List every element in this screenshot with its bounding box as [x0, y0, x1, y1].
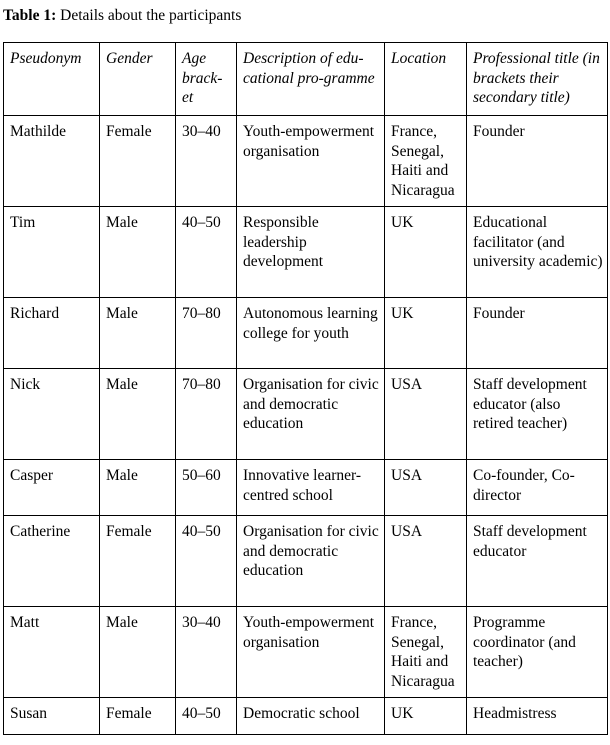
cell-location: USA — [385, 516, 467, 607]
cell-age-bracket: 30–40 — [176, 116, 237, 207]
table-header-row — [4, 43, 608, 116]
table-row — [4, 116, 608, 207]
table-row — [4, 698, 608, 735]
table-caption-text: Details about the participants — [56, 7, 242, 24]
header-location: Location — [385, 43, 467, 116]
cell-pseudonym: Susan — [4, 698, 100, 735]
header-professional-title: Professional title (in brackets their secondary title) — [467, 43, 608, 116]
table-row — [4, 516, 608, 607]
cell-professional-title: Staff development educator — [467, 516, 608, 607]
cell-gender: Female — [100, 116, 176, 207]
cell-pseudonym: Catherine — [4, 516, 100, 607]
cell-pseudonym: Richard — [4, 298, 100, 369]
cell-location: France, Senegal, Haiti and Nicaragua — [385, 116, 467, 207]
cell-location: USA — [385, 369, 467, 460]
cell-gender: Female — [100, 698, 176, 735]
cell-description: Youth-empowerment organisation — [237, 607, 385, 698]
table-row — [4, 460, 608, 516]
cell-gender: Male — [100, 369, 176, 460]
cell-gender: Female — [100, 516, 176, 607]
cell-description: Democratic school — [237, 698, 385, 735]
table-row — [4, 369, 608, 460]
cell-professional-title: Educational facilitator (and university academic) — [467, 207, 608, 298]
cell-description: Innovative learner-centred school — [237, 460, 385, 516]
cell-description: Youth-empowerment organisation — [237, 116, 385, 207]
cell-pseudonym: Mathilde — [4, 116, 100, 207]
cell-professional-title: Staff development educator (also retired teacher) — [467, 369, 608, 460]
header-pseudonym: Pseudonym — [4, 43, 100, 116]
cell-gender: Male — [100, 207, 176, 298]
table-row — [4, 607, 608, 698]
table-caption — [3, 6, 241, 26]
cell-professional-title: Programme coordinator (and teacher) — [467, 607, 608, 698]
table-row — [4, 207, 608, 298]
cell-professional-title: Founder — [467, 298, 608, 369]
cell-age-bracket: 40–50 — [176, 698, 237, 735]
cell-gender: Male — [100, 460, 176, 516]
cell-pseudonym: Tim — [4, 207, 100, 298]
cell-pseudonym: Matt — [4, 607, 100, 698]
cell-professional-title: Headmistress — [467, 698, 608, 735]
cell-age-bracket: 30–40 — [176, 607, 237, 698]
cell-professional-title: Co-founder, Co-director — [467, 460, 608, 516]
cell-gender: Male — [100, 607, 176, 698]
table-caption-label: Table 1: — [3, 7, 57, 24]
participants-table — [3, 42, 608, 735]
cell-location: UK — [385, 298, 467, 369]
header-age-bracket: Age brack-et — [176, 43, 237, 116]
cell-age-bracket: 40–50 — [176, 516, 237, 607]
cell-gender: Male — [100, 298, 176, 369]
cell-pseudonym: Nick — [4, 369, 100, 460]
cell-location: UK — [385, 698, 467, 735]
table-row — [4, 298, 608, 369]
header-gender: Gender — [100, 43, 176, 116]
cell-description: Autonomous learning college for youth — [237, 298, 385, 369]
cell-description: Responsible leadership development — [237, 207, 385, 298]
cell-age-bracket: 50–60 — [176, 460, 237, 516]
cell-pseudonym: Casper — [4, 460, 100, 516]
cell-professional-title: Founder — [467, 116, 608, 207]
cell-location: France, Senegal, Haiti and Nicaragua — [385, 607, 467, 698]
cell-age-bracket: 70–80 — [176, 369, 237, 460]
cell-location: USA — [385, 460, 467, 516]
cell-age-bracket: 40–50 — [176, 207, 237, 298]
cell-description: Organisation for civic and democratic education — [237, 516, 385, 607]
cell-description: Organisation for civic and democratic education — [237, 369, 385, 460]
cell-age-bracket: 70–80 — [176, 298, 237, 369]
cell-location: UK — [385, 207, 467, 298]
header-description: Description of edu-cational pro-gramme — [237, 43, 385, 116]
